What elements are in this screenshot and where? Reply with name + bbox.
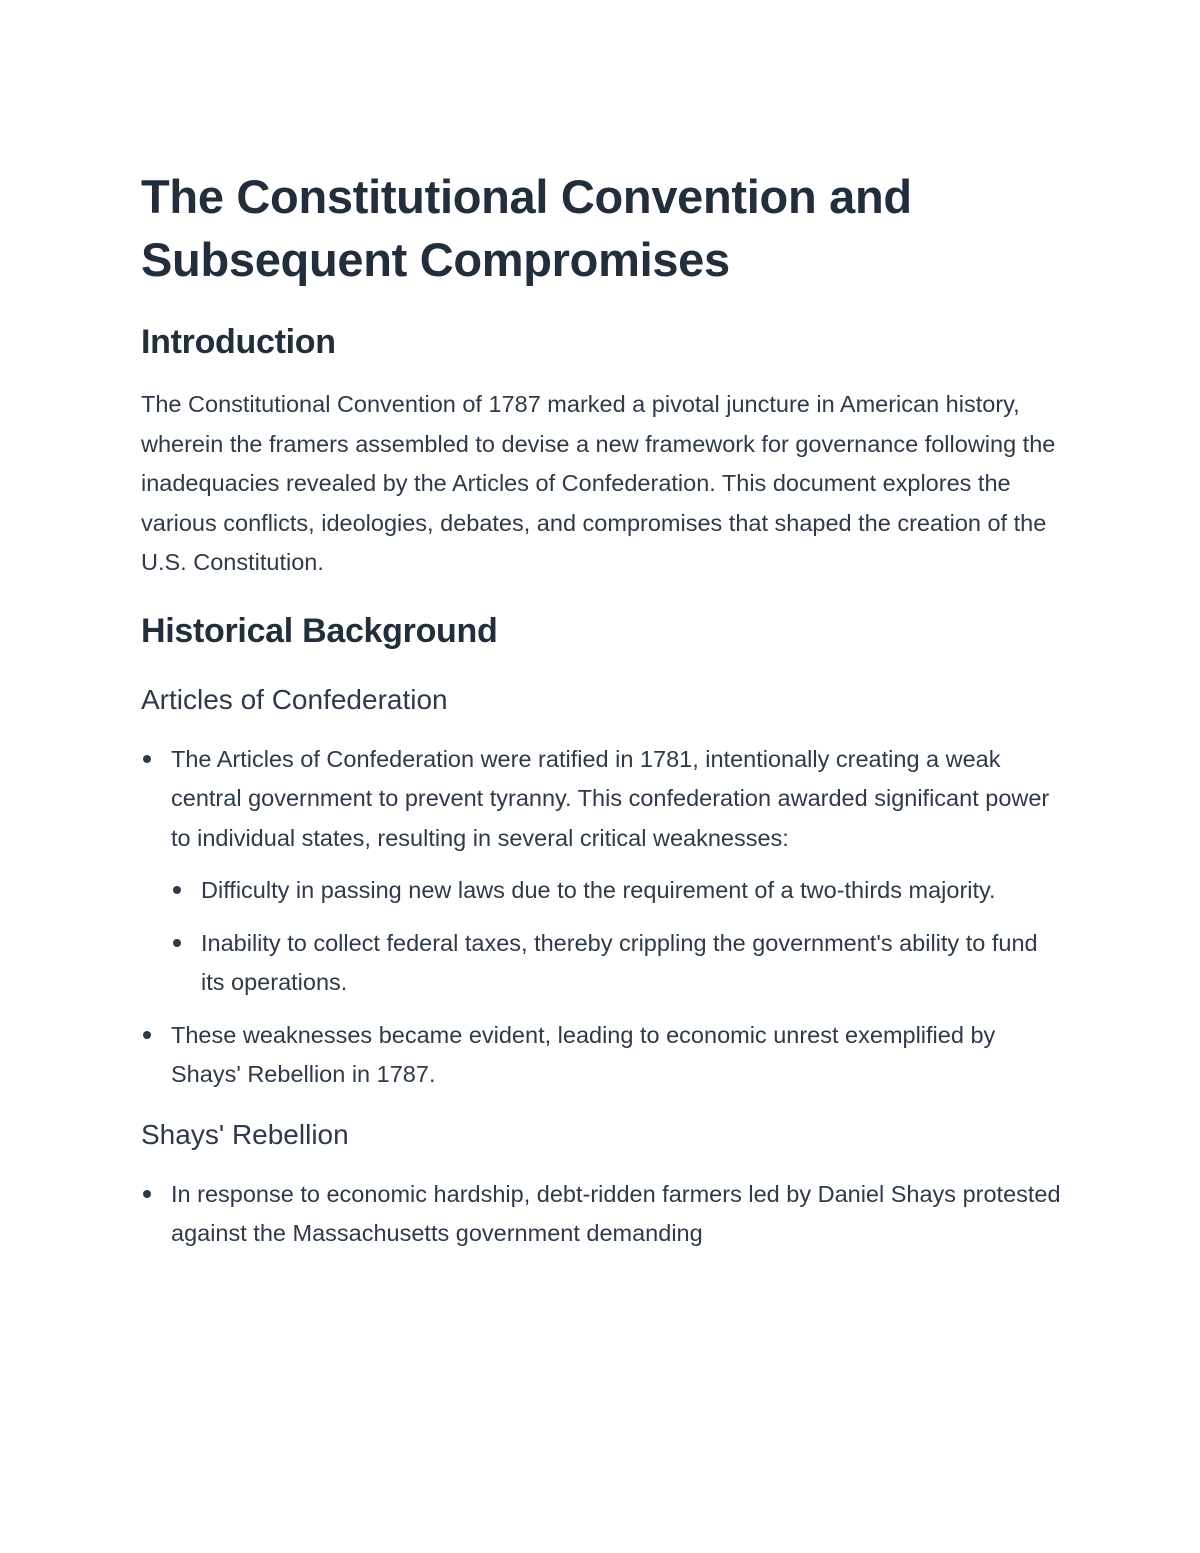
introduction-paragraph: The Constitutional Convention of 1787 marked a pivotal juncture in American history, wherein the framers assembled to devise a new framework for governance following the inadequacies revealed by the Articles of Confederation. This document explores the various conflicts, ideologies, debates, and compromises that shaped the creation of the U.S. Constitution. [141,391,1056,575]
list-item: Difficulty in passing new laws due to the requirement of a two-thirds majority. [171,871,1061,911]
articles-of-confederation-heading: Articles of Confederation [141,683,448,715]
shays-rebellion-heading: Shays' Rebellion [141,1118,349,1150]
weaknesses-sublist [171,871,1061,1003]
list-item: Inability to collect federal taxes, thereby crippling the government's ability to fund its operations. [171,924,1061,1003]
document-page [141,165,1061,1254]
articles-list [141,740,1061,1095]
list-item-text: The Articles of Confederation were ratified in 1781, intentionally creating a weak central government to prevent tyranny. This confederation awarded significant power to individual states, resulting in several critical weaknesses: [171,745,1050,851]
introduction-heading: Introduction [141,323,336,361]
document-title: The Constitutional Convention and Subsequent Compromises [141,170,912,286]
shays-rebellion-list [141,1175,1061,1254]
list-item: These weaknesses became evident, leading to economic unrest exemplified by Shays' Rebellion in 1787. [141,1016,1061,1095]
list-item: In response to economic hardship, debt-ridden farmers led by Daniel Shays protested against the Massachusetts government demanding [141,1175,1061,1254]
list-item [141,740,1061,1003]
historical-background-heading: Historical Background [141,611,498,650]
